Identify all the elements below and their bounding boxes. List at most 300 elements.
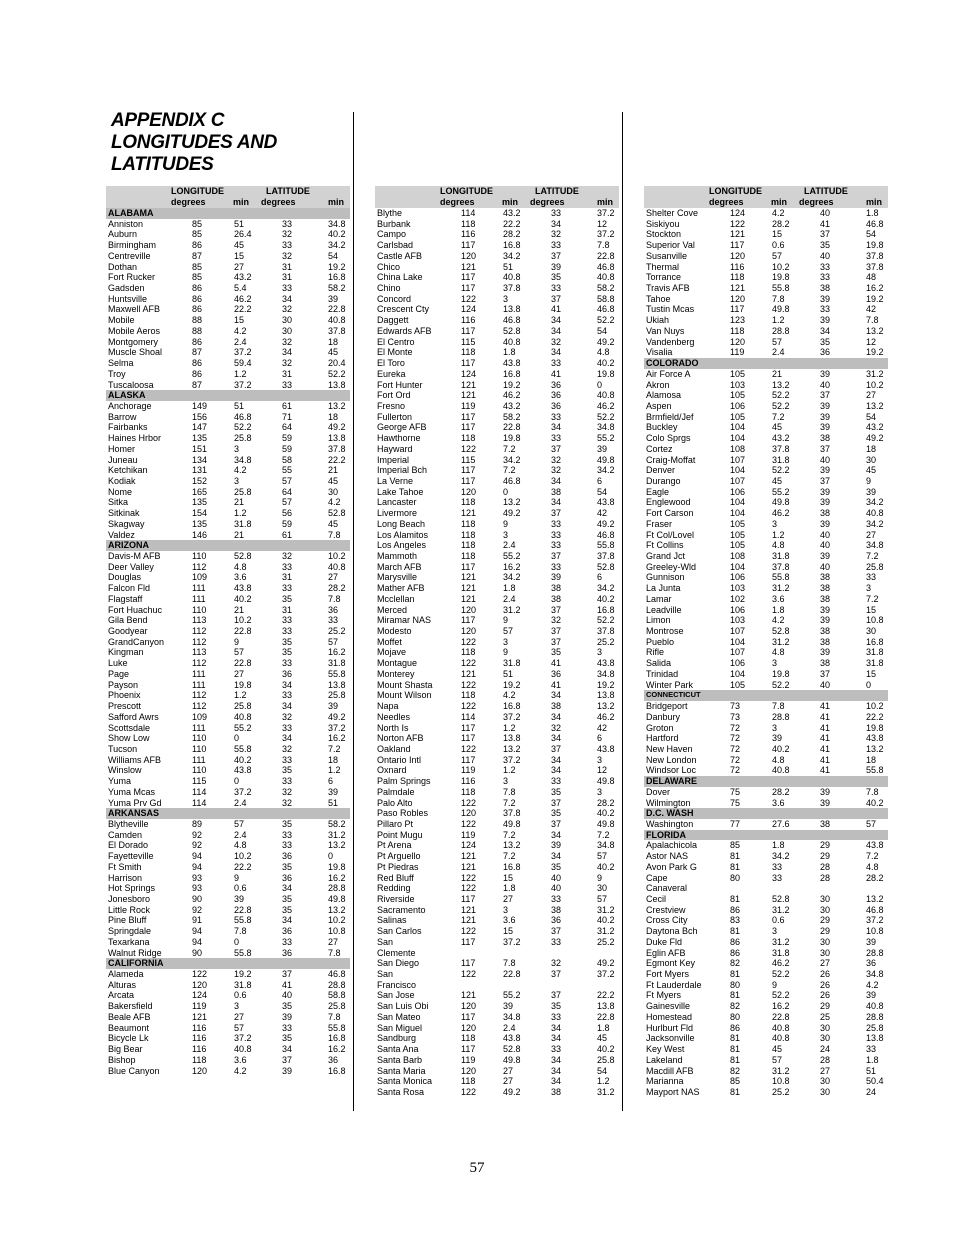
longitude-minutes: 46.2 xyxy=(772,958,790,969)
longitude-minutes: 0.6 xyxy=(772,240,785,251)
table-row xyxy=(375,958,619,969)
table-row xyxy=(644,948,888,959)
latitude-degrees: 38 xyxy=(820,658,831,669)
location-name: Mobile xyxy=(108,315,135,326)
table-row xyxy=(375,422,619,433)
table-row xyxy=(106,680,350,691)
latitude-minutes: 7.8 xyxy=(866,315,879,326)
latitude-degrees: 38 xyxy=(820,433,831,444)
table-row xyxy=(106,798,350,809)
location-name: Livermore xyxy=(377,508,418,519)
location-name: Mayport NAS xyxy=(646,1086,700,1097)
latitude-degrees: 36 xyxy=(282,668,293,679)
location-name: Fayetteville xyxy=(108,851,154,862)
longitude-degrees: 81 xyxy=(730,851,741,862)
longitude-minutes: 7.2 xyxy=(503,465,516,476)
latitude-minutes: 10.2 xyxy=(328,915,346,926)
longitude-degrees-header: degrees xyxy=(171,197,206,207)
longitude-minutes: 2.4 xyxy=(234,336,247,347)
latitude-degrees: 37 xyxy=(551,743,562,754)
latitude-degrees: 32 xyxy=(282,304,293,315)
location-name: Hawthorne xyxy=(377,433,421,444)
latitude-degrees: 40 xyxy=(551,883,562,894)
latitude-degrees: 33 xyxy=(820,261,831,272)
longitude-degrees: 120 xyxy=(730,293,746,304)
latitude-degrees: 39 xyxy=(551,840,562,851)
longitude-minutes: 7.8 xyxy=(772,293,785,304)
latitude-minutes: 4.8 xyxy=(597,347,610,358)
longitude-minutes: 49.8 xyxy=(503,1054,521,1065)
latitude-minutes: 42 xyxy=(597,508,608,519)
table-row xyxy=(644,723,888,734)
table-row xyxy=(375,487,619,498)
latitude-minutes: 30 xyxy=(866,626,877,637)
location-name: Dover xyxy=(646,786,671,797)
table-row xyxy=(106,562,350,573)
longitude-minutes: 13.8 xyxy=(503,304,521,315)
location-name: Cortez xyxy=(646,443,673,454)
longitude-degrees: 121 xyxy=(461,990,477,1001)
latitude-minutes: 10.2 xyxy=(866,701,884,712)
latitude-degrees: 34 xyxy=(551,690,562,701)
longitude-minutes: 3.6 xyxy=(234,572,247,583)
location-name: Big Bear xyxy=(108,1044,143,1055)
longitude-minutes: 34.2 xyxy=(772,851,790,862)
latitude-degrees: 37 xyxy=(820,475,831,486)
longitude-minutes: 46.2 xyxy=(503,390,521,401)
table-row xyxy=(375,765,619,776)
state-name: ARIZONA xyxy=(108,540,149,551)
latitude-minutes: 16.8 xyxy=(597,604,615,615)
longitude-degrees: 104 xyxy=(730,508,746,519)
location-name: Van Nuys xyxy=(646,325,685,336)
longitude-minutes: 52.8 xyxy=(503,1044,521,1055)
longitude-minutes: 19.2 xyxy=(503,379,521,390)
location-name: Centreville xyxy=(108,250,151,261)
longitude-minutes: 22.2 xyxy=(503,218,521,229)
longitude-minutes: 52.8 xyxy=(772,626,790,637)
longitude-degrees: 81 xyxy=(730,1044,741,1055)
location-name: Auburn xyxy=(108,229,138,240)
location-name: San Jose xyxy=(377,990,415,1001)
longitude-degrees: 86 xyxy=(730,1022,741,1033)
latitude-minutes: 19.2 xyxy=(866,347,884,358)
longitude-degrees: 118 xyxy=(461,647,476,658)
longitude-minutes: 3.6 xyxy=(772,797,785,808)
location-name: Ukiah xyxy=(646,315,670,326)
table-row xyxy=(644,369,888,380)
latitude-degrees: 30 xyxy=(820,1086,831,1097)
latitude-minutes: 54 xyxy=(597,1065,608,1076)
location-name: Gainesville xyxy=(646,1001,691,1012)
table-row xyxy=(375,1087,619,1098)
longitude-degrees: 94 xyxy=(192,861,203,872)
table-row xyxy=(644,455,888,466)
latitude-minutes: 46.8 xyxy=(328,969,346,980)
location-name: Mammoth xyxy=(377,551,418,561)
location-name: Hot Springs xyxy=(108,883,156,894)
latitude-minutes: 22.8 xyxy=(597,250,615,261)
latitude-minutes: 43.2 xyxy=(866,422,884,433)
longitude-degrees: 116 xyxy=(461,229,476,240)
latitude-minutes: 46.8 xyxy=(597,529,615,540)
table-row xyxy=(644,680,888,691)
table-column-3 xyxy=(644,186,888,1098)
location-name: Fort Rucker xyxy=(108,272,156,283)
longitude-min-header: min xyxy=(233,197,250,207)
latitude-minutes: 43.8 xyxy=(597,743,615,754)
longitude-degrees: 81 xyxy=(730,926,741,937)
table-row xyxy=(375,283,619,294)
table-row xyxy=(644,337,888,348)
longitude-degrees: 73 xyxy=(730,711,741,722)
location-name: El Centro xyxy=(377,336,415,347)
location-name: Fort Myers xyxy=(646,969,690,980)
latitude-degrees: 38 xyxy=(820,636,831,647)
state-name: ARKANSAS xyxy=(108,808,160,819)
location-name: Camden xyxy=(108,829,143,840)
latitude-degrees: 33 xyxy=(551,936,562,947)
longitude-degrees: 72 xyxy=(730,722,741,733)
latitude-degrees: 30 xyxy=(820,1076,831,1087)
latitude-minutes: 21 xyxy=(328,465,339,476)
longitude-degrees: 83 xyxy=(730,915,741,926)
table-row xyxy=(644,894,888,905)
page-title xyxy=(111,110,277,176)
latitude-degrees: 59 xyxy=(282,433,293,444)
longitude-degrees: 135 xyxy=(192,433,208,444)
longitude-degrees: 104 xyxy=(730,465,746,476)
location-name: Marianna xyxy=(646,1076,684,1087)
longitude-degrees: 120 xyxy=(730,336,746,347)
table-row xyxy=(644,862,888,873)
latitude-degrees: 33 xyxy=(551,208,562,218)
longitude-degrees: 86 xyxy=(730,947,741,958)
latitude-minutes: 43.8 xyxy=(597,497,615,508)
latitude-degrees: 28 xyxy=(820,872,831,883)
longitude-minutes: 52.8 xyxy=(503,325,521,336)
latitude-degrees: 41 xyxy=(820,218,831,229)
longitude-minutes: 3 xyxy=(772,658,778,669)
longitude-minutes: 49.2 xyxy=(503,1086,521,1097)
location-name: Oxnard xyxy=(377,765,407,776)
table-row xyxy=(106,262,350,273)
longitude-minutes: 21 xyxy=(234,529,245,540)
table-row xyxy=(375,1001,619,1012)
latitude-minutes: 13.2 xyxy=(328,840,346,851)
latitude-degrees: 61 xyxy=(282,400,293,411)
latitude-degrees: 29 xyxy=(820,851,831,862)
longitude-degrees: 72 xyxy=(730,733,741,744)
longitude-minutes: 31.2 xyxy=(503,604,521,615)
column-divider xyxy=(353,112,354,1111)
latitude-degrees: 33 xyxy=(282,240,293,251)
latitude-degrees: 35 xyxy=(282,861,293,872)
location-name: Crestview xyxy=(646,904,686,915)
latitude-minutes: 40.8 xyxy=(328,315,346,326)
latitude-minutes: 40.8 xyxy=(597,390,615,401)
table-row xyxy=(644,422,888,433)
latitude-degrees: 29 xyxy=(820,915,831,926)
table-row xyxy=(375,915,619,926)
longitude-header: LONGITUDE xyxy=(709,186,762,196)
longitude-minutes: 4.2 xyxy=(234,465,247,476)
table-column-1 xyxy=(106,186,350,1076)
table-row xyxy=(375,894,619,905)
longitude-degrees: 112 xyxy=(192,626,207,637)
latitude-minutes: 7.8 xyxy=(328,529,341,540)
longitude-degrees: 123 xyxy=(730,315,746,326)
table-row xyxy=(375,819,619,830)
longitude-degrees: 118 xyxy=(461,518,476,529)
latitude-minutes: 10.8 xyxy=(866,926,884,937)
latitude-minutes: 13.8 xyxy=(597,1001,615,1012)
location-name: Trinidad xyxy=(646,668,679,679)
location-name: Sitkinak xyxy=(108,508,140,519)
latitude-minutes: 27 xyxy=(866,529,877,540)
longitude-minutes: 34.8 xyxy=(503,1011,521,1022)
table-row xyxy=(106,765,350,776)
location-name: Kingman xyxy=(108,647,144,658)
table-row xyxy=(375,401,619,412)
location-name: Santa Maria xyxy=(377,1065,426,1076)
longitude-degrees: 105 xyxy=(730,679,746,690)
latitude-minutes: 25.8 xyxy=(866,561,884,572)
latitude-degrees: 34 xyxy=(551,1065,562,1076)
latitude-minutes: 36 xyxy=(328,1054,339,1065)
latitude-minutes: 31.2 xyxy=(328,829,346,840)
longitude-degrees: 122 xyxy=(461,872,477,883)
table-row xyxy=(375,1012,619,1023)
table-row xyxy=(644,873,888,884)
latitude-minutes: 46.8 xyxy=(597,261,615,272)
latitude-minutes: 28.8 xyxy=(328,979,346,990)
location-name: Grand Jct xyxy=(646,551,686,561)
longitude-minutes: 1.2 xyxy=(234,690,247,701)
longitude-minutes: 4.2 xyxy=(772,615,785,626)
longitude-degrees: 124 xyxy=(461,304,477,315)
location-name: Imperial Bch xyxy=(377,465,428,476)
latitude-degrees: 36 xyxy=(551,915,562,926)
latitude-degrees-header: degrees xyxy=(530,197,565,207)
longitude-degrees: 124 xyxy=(730,208,746,218)
location-name: Burbank xyxy=(377,218,411,229)
location-name: Springdale xyxy=(108,926,152,937)
table-row xyxy=(106,519,350,530)
latitude-degrees: 36 xyxy=(282,851,293,862)
latitude-minutes: 7.2 xyxy=(866,851,879,862)
latitude-degrees: 36 xyxy=(282,947,293,958)
longitude-minutes: 59.4 xyxy=(234,358,252,369)
table-row xyxy=(375,701,619,712)
latitude-minutes: 31.8 xyxy=(328,658,346,669)
location-name: Pillaro Pt xyxy=(377,818,414,829)
table-row xyxy=(106,347,350,358)
longitude-minutes: 37.8 xyxy=(772,443,790,454)
longitude-degrees: 86 xyxy=(192,358,203,369)
longitude-minutes: 9 xyxy=(234,872,240,883)
longitude-minutes: 13.2 xyxy=(772,379,790,390)
latitude-degrees: 37 xyxy=(551,293,562,304)
longitude-header: LONGITUDE xyxy=(440,186,493,196)
location-name: Limon xyxy=(646,615,671,626)
longitude-degrees: 117 xyxy=(461,958,476,969)
table-row xyxy=(375,808,619,819)
latitude-minutes: 28.2 xyxy=(328,583,346,594)
latitude-degrees: 24 xyxy=(820,1044,831,1055)
longitude-degrees: 120 xyxy=(461,604,477,615)
latitude-minutes: 4.8 xyxy=(866,861,879,872)
table-row xyxy=(644,1066,888,1077)
location-name: Brmfield/Jef xyxy=(646,411,694,422)
location-name: Durango xyxy=(646,475,681,486)
location-name: Ft Lauderdale xyxy=(646,979,702,990)
location-name: La Verne xyxy=(377,475,414,486)
location-name: Hurlburt Fld xyxy=(646,1022,694,1033)
location-name: Alturas xyxy=(108,979,137,990)
longitude-minutes: 9 xyxy=(503,647,509,658)
table-row xyxy=(375,476,619,487)
latitude-degrees: 31 xyxy=(282,572,293,583)
longitude-degrees: 82 xyxy=(730,1065,741,1076)
latitude-header: LATITUDE xyxy=(266,186,310,196)
longitude-minutes: 46.8 xyxy=(234,411,252,422)
longitude-minutes: 1.2 xyxy=(234,368,247,379)
latitude-minutes: 1.2 xyxy=(597,1076,610,1087)
table-row xyxy=(644,980,888,991)
latitude-degrees: 32 xyxy=(282,797,293,808)
longitude-minutes: 37.8 xyxy=(503,283,521,294)
latitude-minutes: 25.8 xyxy=(866,1022,884,1033)
location-name: Chino xyxy=(377,283,401,294)
latitude-degrees: 33 xyxy=(551,433,562,444)
latitude-minutes: 19.2 xyxy=(597,679,615,690)
location-name: New Haven xyxy=(646,743,693,754)
longitude-minutes: 57 xyxy=(234,1022,245,1033)
table-row xyxy=(106,422,350,433)
table-row xyxy=(644,283,888,294)
page-number: 57 xyxy=(469,1160,485,1176)
location-name: Lamar xyxy=(646,593,672,604)
latitude-degrees: 34 xyxy=(551,315,562,326)
latitude-degrees: 29 xyxy=(820,840,831,851)
latitude-degrees: 34 xyxy=(551,1033,562,1044)
longitude-minutes: 57 xyxy=(772,250,783,261)
longitude-degrees: 122 xyxy=(461,636,477,647)
longitude-minutes: 13.2 xyxy=(503,743,521,754)
state-name: ALASKA xyxy=(108,390,146,401)
location-name: Castle AFB xyxy=(377,250,423,261)
table-row xyxy=(106,497,350,508)
latitude-degrees: 35 xyxy=(282,765,293,776)
longitude-degrees: 121 xyxy=(461,508,477,519)
longitude-minutes: 3 xyxy=(503,293,509,304)
table-row xyxy=(375,948,619,959)
longitude-minutes: 7.8 xyxy=(503,958,516,969)
location-name: Mount Wilson xyxy=(377,690,432,701)
table-row xyxy=(375,669,619,680)
table-row xyxy=(644,1001,888,1012)
location-name: Cape xyxy=(646,872,668,883)
latitude-minutes: 12 xyxy=(597,765,608,776)
longitude-degrees: 121 xyxy=(461,261,477,272)
table-row xyxy=(106,615,350,626)
location-name: Superior Val xyxy=(646,240,695,251)
location-name: Leadville xyxy=(646,604,682,615)
latitude-minutes: 15 xyxy=(866,604,877,615)
longitude-minutes: 22.8 xyxy=(503,969,521,980)
state-row xyxy=(106,540,350,551)
longitude-minutes: 16.8 xyxy=(503,701,521,712)
longitude-degrees: 114 xyxy=(461,208,476,218)
longitude-minutes: 7.2 xyxy=(503,443,516,454)
table-row xyxy=(106,840,350,851)
location-name: Hayward xyxy=(377,443,413,454)
latitude-minutes: 43.8 xyxy=(597,658,615,669)
latitude-minutes: 36 xyxy=(866,958,877,969)
longitude-minutes: 27.6 xyxy=(772,818,790,829)
table-row xyxy=(375,380,619,391)
longitude-minutes: 55.8 xyxy=(234,743,252,754)
table-row xyxy=(375,798,619,809)
latitude-minutes: 37.2 xyxy=(597,208,615,218)
longitude-minutes: 27 xyxy=(234,1011,245,1022)
latitude-minutes: 36 xyxy=(328,604,339,615)
longitude-degrees: 117 xyxy=(461,358,476,369)
longitude-minutes: 31.8 xyxy=(234,518,252,529)
title-line: APPENDIX C xyxy=(111,110,225,131)
table-row xyxy=(375,615,619,626)
latitude-minutes: 24 xyxy=(866,1086,877,1097)
latitude-minutes: 16.8 xyxy=(866,636,884,647)
latitude-degrees: 35 xyxy=(282,1001,293,1012)
latitude-degrees: 32 xyxy=(282,786,293,797)
table-row xyxy=(375,572,619,583)
latitude-degrees: 34 xyxy=(551,765,562,776)
table-row xyxy=(106,240,350,251)
latitude-degrees: 31 xyxy=(282,272,293,283)
latitude-degrees: 35 xyxy=(551,786,562,797)
longitude-minutes: 2.4 xyxy=(772,347,785,358)
latitude-degrees: 38 xyxy=(551,904,562,915)
longitude-degrees: 88 xyxy=(192,315,203,326)
location-name: Bishop xyxy=(108,1054,136,1065)
location-name: Muscle Shoal xyxy=(108,347,163,358)
latitude-minutes: 12 xyxy=(597,218,608,229)
location-name: Duke Fld xyxy=(646,936,683,947)
longitude-minutes: 25.8 xyxy=(234,486,252,497)
table-row xyxy=(375,1023,619,1034)
location-name: Blythe xyxy=(377,208,403,218)
longitude-minutes: 10.2 xyxy=(234,851,252,862)
location-name: Arcata xyxy=(108,990,135,1001)
latitude-degrees: 39 xyxy=(282,1011,293,1022)
latitude-minutes: 13.8 xyxy=(328,433,346,444)
latitude-minutes: 57 xyxy=(597,851,608,862)
table-row xyxy=(106,905,350,916)
location-name: Siskiyou xyxy=(646,218,680,229)
longitude-degrees: 80 xyxy=(730,1011,741,1022)
longitude-degrees: 115 xyxy=(192,776,207,787)
latitude-minutes: 13.2 xyxy=(866,743,884,754)
longitude-minutes: 1.2 xyxy=(772,529,785,540)
table-row xyxy=(375,712,619,723)
latitude-degrees: 64 xyxy=(282,422,293,433)
longitude-degrees: 82 xyxy=(730,958,741,969)
latitude-minutes: 45 xyxy=(328,518,339,529)
location-name: Sandburg xyxy=(377,1033,417,1044)
latitude-minutes: 39 xyxy=(866,936,877,947)
